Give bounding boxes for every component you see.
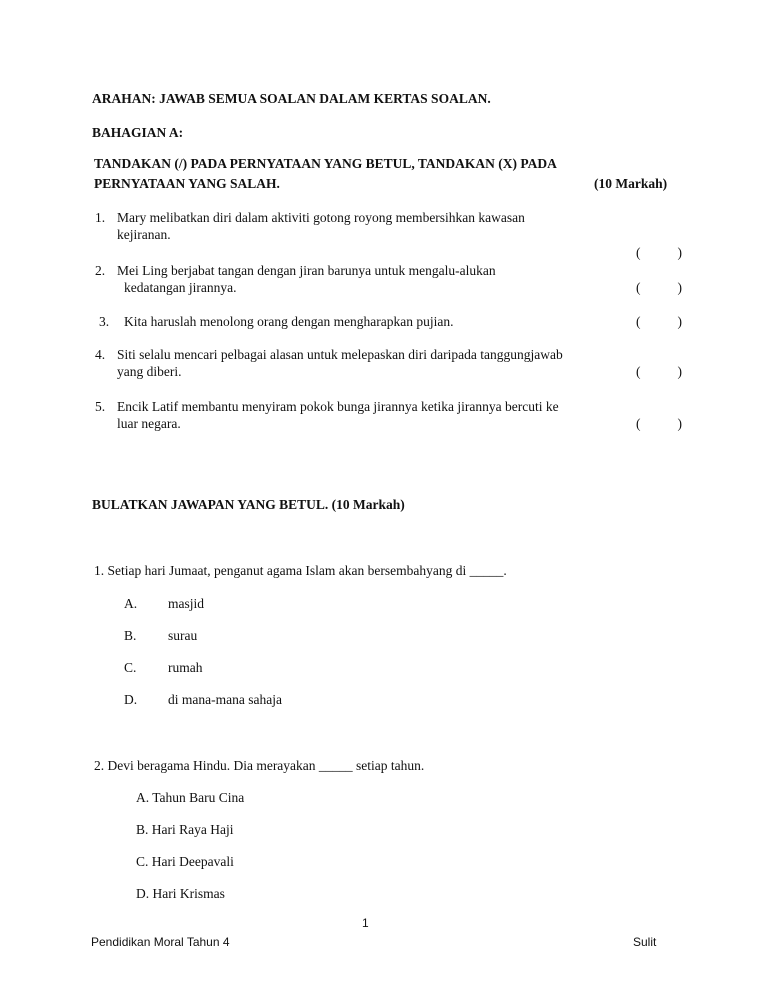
paren-close: ): [677, 416, 682, 431]
item-number: 5.: [95, 399, 106, 414]
paren-open: (: [636, 280, 641, 295]
option-text[interactable]: C. Hari Deepavali: [136, 854, 234, 869]
paren-close: ): [677, 280, 682, 295]
paren-close: ): [677, 245, 682, 260]
paren-open: (: [636, 364, 641, 379]
option-letter: A.: [124, 596, 138, 611]
paren-open: (: [636, 416, 641, 431]
section-a-title: BAHAGIAN A:: [92, 125, 184, 140]
answer-box[interactable]: [636, 364, 682, 380]
footer-left: Pendidikan Moral Tahun 4: [91, 935, 230, 949]
option-letter: C.: [124, 660, 137, 675]
option-text[interactable]: di mana-mana sahaja: [168, 692, 282, 707]
answer-box[interactable]: [636, 245, 682, 261]
item-text: Siti selalu mencari pelbagai alasan untuk melepaskan diri daripada tanggungjawab: [117, 347, 563, 362]
option-letter: D.: [124, 692, 138, 707]
paren-open: (: [636, 245, 641, 260]
option-text[interactable]: masjid: [168, 596, 204, 611]
footer-right: Sulit: [633, 935, 657, 949]
item-number: 4.: [95, 347, 106, 362]
option-text[interactable]: A. Tahun Baru Cina: [136, 790, 245, 805]
paren-close: ): [677, 364, 682, 379]
paren-open: (: [636, 314, 641, 329]
item-text: Encik Latif membantu menyiram pokok bunga jirannya ketika jirannya bercuti ke: [117, 399, 559, 414]
option-text[interactable]: surau: [168, 628, 198, 643]
item-number: 3.: [99, 314, 110, 329]
item-number: 1.: [95, 210, 106, 225]
section-a-instruction-line1: TANDAKAN (/) PADA PERNYATAAN YANG BETUL, TANDAKAN (X) PADA: [94, 156, 557, 171]
page-number: 1: [362, 916, 369, 930]
item-text: Mary melibatkan diri dalam aktiviti gotong royong membersihkan kawasan: [117, 210, 525, 225]
item-text: luar negara.: [117, 416, 181, 431]
instructions-heading: ARAHAN: JAWAB SEMUA SOALAN DALAM KERTAS SOALAN.: [92, 91, 491, 106]
item-text: Kita haruslah menolong orang dengan mengharapkan pujian.: [124, 314, 454, 329]
section-b-title: BULATKAN JAWAPAN YANG BETUL. (10 Markah): [92, 497, 405, 512]
option-text[interactable]: rumah: [168, 660, 203, 675]
question-stem: 2. Devi beragama Hindu. Dia merayakan _____ setiap tahun.: [94, 758, 425, 773]
item-text: kedatangan jirannya.: [124, 280, 237, 295]
option-letter: B.: [124, 628, 137, 643]
paren-close: ): [677, 314, 682, 329]
question-stem: 1. Setiap hari Jumaat, penganut agama Islam akan bersembahyang di _____.: [94, 563, 507, 578]
answer-box[interactable]: [636, 314, 682, 330]
answer-box[interactable]: [636, 280, 682, 296]
item-text: kejiranan.: [117, 227, 171, 242]
section-a-marks: (10 Markah): [594, 176, 668, 191]
item-text: Mei Ling berjabat tangan dengan jiran barunya untuk mengalu-alukan: [117, 263, 496, 278]
item-number: 2.: [95, 263, 106, 278]
option-text[interactable]: B. Hari Raya Haji: [136, 822, 234, 837]
option-text[interactable]: D. Hari Krismas: [136, 886, 225, 901]
answer-box[interactable]: [636, 416, 682, 432]
section-a-instruction-line2: PERNYATAAN YANG SALAH.: [94, 176, 280, 191]
item-text: yang diberi.: [117, 364, 182, 379]
